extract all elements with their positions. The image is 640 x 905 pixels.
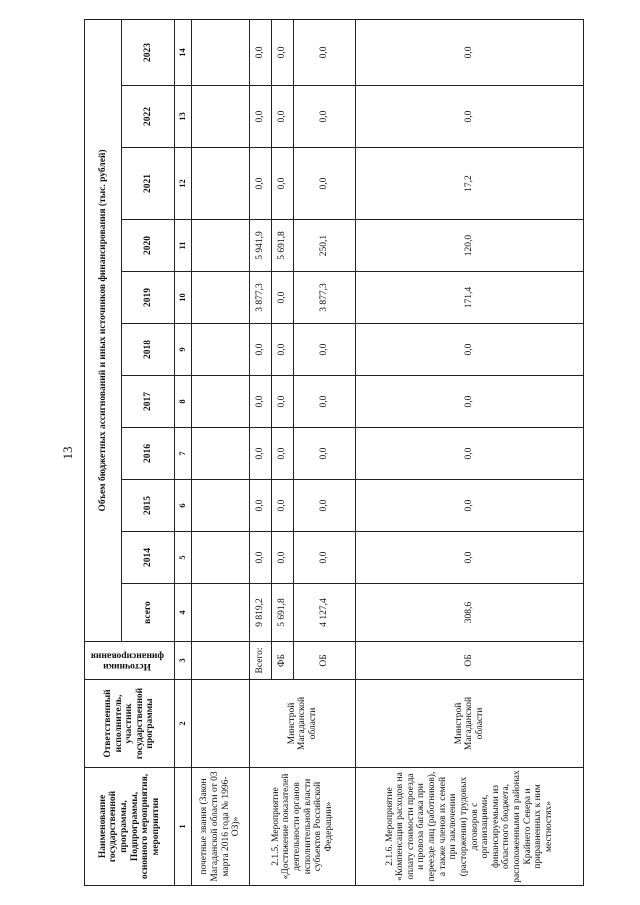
column-number-row [175,19,192,885]
row-value: 120,0 [356,220,584,272]
header-year: 2021 [122,148,175,220]
row-value: 0,0 [356,376,584,428]
empty-cell [192,532,250,584]
row-name: 2.1.5. Мероприятие «Достижение показателей деятельности органов исполнительной власти субъектов Российской Федерации» [250,768,356,886]
header-volume: Объем бюджетных ассигнований и иных источников финансирования (тыс. рублей) [85,19,122,641]
column-number: 2 [175,680,192,768]
row-executor: Минстрой Магаданской области [250,680,356,768]
header-year: 2022 [122,86,175,148]
budget-table-container [84,20,584,886]
row-source: Всего: [250,642,272,680]
row-total: 5 691,8 [272,584,294,642]
empty-cell [192,642,250,680]
row-value: 0,0 [272,148,294,220]
row-value: 0,0 [294,428,356,480]
column-number: 5 [175,532,192,584]
header-year: 2018 [122,324,175,376]
row-value: 3 877,3 [294,272,356,324]
row-value: 0,0 [272,86,294,148]
row-value: 0,0 [250,324,272,376]
row-value: 0,0 [250,428,272,480]
column-number: 9 [175,324,192,376]
row-value: 0,0 [356,19,584,85]
empty-cell [192,584,250,642]
row-value: 0,0 [250,19,272,85]
row-source: ОБ [356,642,584,680]
header-total: всего [122,584,175,642]
row-source: ОБ [294,642,356,680]
empty-cell [192,376,250,428]
header-source-cell [85,642,175,680]
empty-cell [192,220,250,272]
column-number: 11 [175,220,192,272]
row-value: 0,0 [356,532,584,584]
header-year: 2014 [122,532,175,584]
row-source: ФБ [272,642,294,680]
row-value: 0,0 [272,376,294,428]
column-number: 13 [175,86,192,148]
header-year: 2016 [122,428,175,480]
column-number: 14 [175,19,192,85]
rotated-table-frame [84,20,584,886]
continuation-row [192,19,250,885]
column-number: 4 [175,584,192,642]
header-row-1 [85,19,122,885]
row-value: 0,0 [294,480,356,532]
row-value: 0,0 [272,480,294,532]
row-value: 0,0 [294,324,356,376]
row-value: 0,0 [250,148,272,220]
header-year: 2020 [122,220,175,272]
empty-cell [192,324,250,376]
row-value: 5 941,9 [250,220,272,272]
header-name: Наименование государственной программы, Подпрограммы, основного мероприятия, мероприятия [85,768,175,886]
row-value: 17,2 [356,148,584,220]
row-value: 0,0 [272,428,294,480]
empty-cell [192,148,250,220]
header-year: 2023 [122,19,175,85]
empty-cell [192,19,250,85]
row-value: 0,0 [294,19,356,85]
column-number: 7 [175,428,192,480]
row-value: 0,0 [272,532,294,584]
budget-table [84,19,584,886]
row-value: 171,4 [356,272,584,324]
column-number: 10 [175,272,192,324]
row-value: 3 877,3 [250,272,272,324]
column-number: 8 [175,376,192,428]
row-value: 0,0 [356,428,584,480]
row-value: 0,0 [250,86,272,148]
row-value: 0,0 [272,324,294,376]
row-total: 9 819,2 [250,584,272,642]
row-value: 250,1 [294,220,356,272]
header-year: 2017 [122,376,175,428]
continuation-name: почетные звания (Закон Магаданской области от 03 марта 2016 года № 1996-ОЗ)» [192,768,250,886]
page-number: 13 [60,446,75,460]
table-row [250,19,272,885]
row-value: 0,0 [356,86,584,148]
row-value: 0,0 [294,86,356,148]
header-year: 2019 [122,272,175,324]
table-row [356,19,584,885]
row-total: 4 127,4 [294,584,356,642]
column-number: 6 [175,480,192,532]
row-executor: Минстрой Магаданской области [356,680,584,768]
row-value: 0,0 [294,148,356,220]
row-value: 0,0 [294,376,356,428]
row-value: 0,0 [250,376,272,428]
column-number: 12 [175,148,192,220]
row-value: 0,0 [272,19,294,85]
empty-cell [192,86,250,148]
row-value: 5 691,8 [272,220,294,272]
row-name: 2.1.6. Мероприятие «Компенсация расходов на оплату стоимости проезда и провоза багажа при переезде лиц (работников), а также членов их семей при заключении (расторжении) трудовых договоров с организациями, финансируемыми из областного бюджета, расположенными в районах Крайнего Севера и приравненных к ним местностях» [356,768,584,886]
row-value: 0,0 [294,532,356,584]
empty-cell [192,680,250,768]
row-value: 0,0 [250,532,272,584]
row-total: 308,6 [356,584,584,642]
empty-cell [192,272,250,324]
row-value: 0,0 [356,324,584,376]
header-source: Источники финансирования [91,650,165,672]
empty-cell [192,480,250,532]
row-value: 0,0 [356,480,584,532]
header-executor: Ответственный исполнитель, участник государственной программы [85,680,175,768]
row-value: 0,0 [272,272,294,324]
empty-cell [192,428,250,480]
column-number: 1 [175,768,192,886]
column-number: 3 [175,642,192,680]
row-value: 0,0 [250,480,272,532]
header-year: 2015 [122,480,175,532]
